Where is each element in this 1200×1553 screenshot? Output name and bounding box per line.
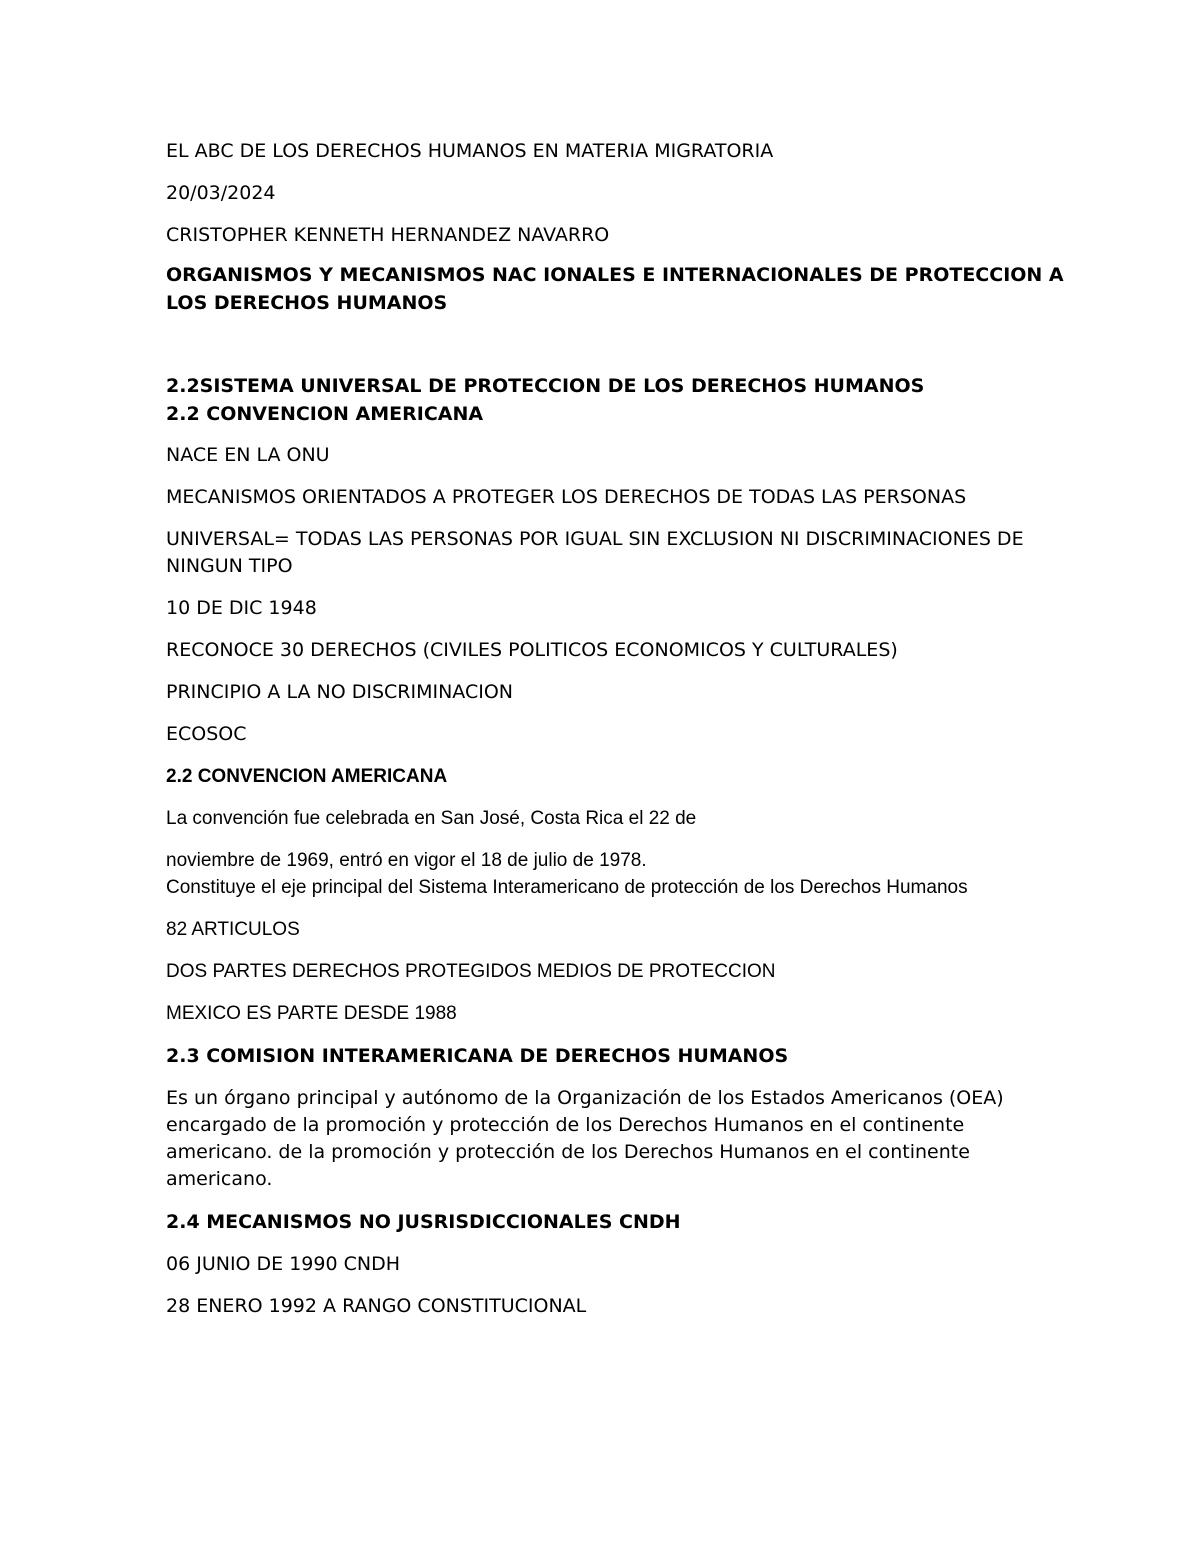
- list-item: MEXICO ES PARTE DESDE 1988: [166, 1003, 457, 1024]
- list-item: PRINCIPIO A LA NO DISCRIMINACION: [166, 681, 513, 703]
- heading-convencion-americana: 2.2 CONVENCION AMERICANA: [166, 766, 448, 787]
- list-item: DOS PARTES DERECHOS PROTEGIDOS MEDIOS DE PROTECCION: [166, 961, 776, 982]
- list-item: NACE EN LA ONU: [166, 444, 330, 466]
- list-item: UNIVERSAL= TODAS LAS PERSONAS POR IGUAL SIN EXCLUSION NI DISCRIMINACIONES DE NINGUN TIPO: [166, 528, 1030, 577]
- convencion-paragraph-1: La convención fue celebrada en San José, Costa Rica el 22 de: [166, 808, 697, 829]
- document-page: [166, 138, 1066, 1335]
- list-item: 82 ARTICULOS: [166, 919, 300, 940]
- heading-sistema-universal: 2.2SISTEMA UNIVERSAL DE PROTECCION DE LOS DERECHOS HUMANOS: [166, 375, 925, 397]
- convencion-paragraph-2a: noviembre de 1969, entró en vigor el 18 de julio de 1978.: [166, 850, 647, 871]
- document-date: 20/03/2024: [166, 182, 276, 204]
- convencion-paragraph-2b: Constituye el eje principal del Sistema Interamericano de protección de los Derechos Humanos: [166, 877, 968, 898]
- list-item: 10 DE DIC 1948: [166, 597, 317, 619]
- cidh-paragraph: Es un órgano principal y autónomo de la Organización de los Estados Americanos (OEA) encargado de la promoción y protección de los Derechos Humanos en el continente americano. de la promoción y protección de los Derechos Humanos en el continente americano.: [166, 1087, 1010, 1190]
- heading-comision-interamericana: 2.3 COMISION INTERAMERICANA DE DERECHOS HUMANOS: [166, 1045, 789, 1067]
- document-title: EL ABC DE LOS DERECHOS HUMANOS EN MATERIA MIGRATORIA: [166, 140, 774, 162]
- list-item: 06 JUNIO DE 1990 CNDH: [166, 1253, 401, 1275]
- list-item: ECOSOC: [166, 723, 247, 745]
- list-item: MECANISMOS ORIENTADOS A PROTEGER LOS DERECHOS DE TODAS LAS PERSONAS: [166, 486, 967, 508]
- heading-organismos: ORGANISMOS Y MECANISMOS NAC IONALES E INTERNACIONALES DE PROTECCION A LOS DERECHOS HUMANOS: [166, 264, 1064, 314]
- list-item: 28 ENERO 1992 A RANGO CONSTITUCIONAL: [166, 1295, 587, 1317]
- list-item: RECONOCE 30 DERECHOS (CIVILES POLITICOS ECONOMICOS Y CULTURALES): [166, 639, 898, 661]
- heading-convencion-americana-a: 2.2 CONVENCION AMERICANA: [166, 403, 484, 425]
- heading-mecanismos-cndh: 2.4 MECANISMOS NO JUSRISDICCIONALES CNDH: [166, 1211, 681, 1233]
- document-author: CRISTOPHER KENNETH HERNANDEZ NAVARRO: [166, 224, 610, 246]
